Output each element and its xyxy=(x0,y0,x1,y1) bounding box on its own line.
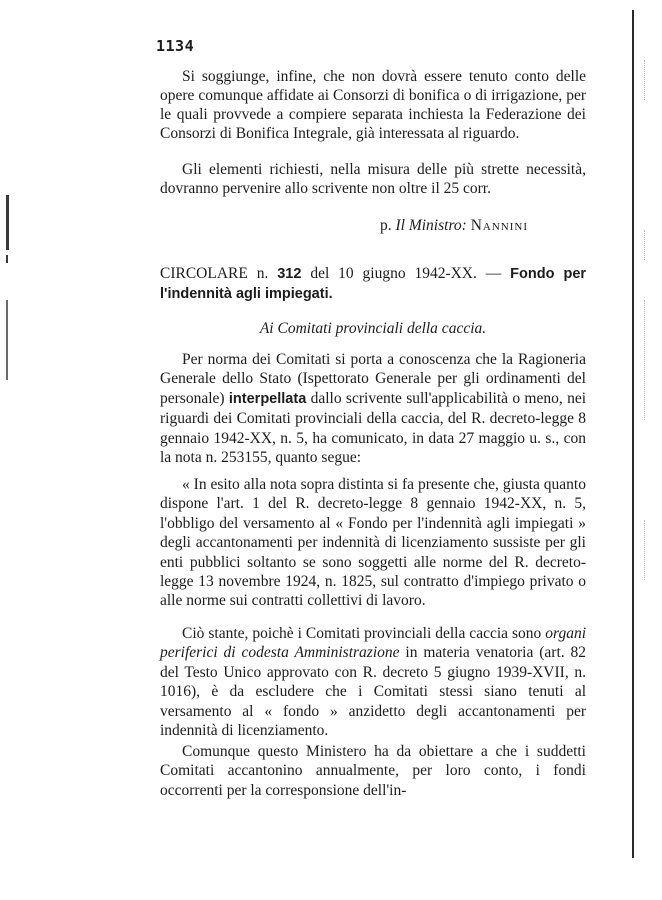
page-edge-rule xyxy=(632,10,634,858)
binding-mark xyxy=(6,195,9,250)
circular-heading xyxy=(160,264,586,304)
circular-date: del 10 giugno 1942-XX. — xyxy=(310,265,502,282)
paragraph-comitati-part-a: Ciò stante, poichè i Comitati provinciali della caccia sono xyxy=(182,625,542,642)
circular-number: 312 xyxy=(277,266,302,282)
paragraph-consorzi: Si soggiunge, infine, che non dovrà essere tenuto conto delle opere comunque affidate ai Consorzi di bonifica o di irrigazione, per le quali provvede a compiere separata inchiesta la Federazione dei Consorzi di Bonifica Integrale, già interessata al riguardo. xyxy=(160,68,586,142)
bleed-through-text xyxy=(644,520,661,580)
paragraph-ragioneria-part-b: dallo scrivente sull'applicabilità o meno, nei riguardi dei Comitati provinciali della caccia, del R. decreto-legge 8 gennaio 1942-XX, n. 5, ha comunicato, in data 27 maggio u. s., con la nota n. 253155, quanto segue: xyxy=(160,389,587,467)
bleed-through-text xyxy=(644,300,661,420)
paragraph-comitati-italic: organi periferici di codesta Amministrazione xyxy=(160,625,586,662)
paragraph-ministero: Comunque questo Ministero ha da obiettare a che i suddetti Comitati accantonino annualmente, per loro conto, i fondi occorrenti per la corresponsione dell'in- xyxy=(160,743,586,799)
paragraph-deadline: Gli elementi richiesti, nella misura delle più strette necessità, dovranno pervenire allo scrivente non oltre il 25 corr. xyxy=(160,161,586,197)
signature-title: Il Ministro: xyxy=(395,217,467,234)
paragraph-ragioneria-part-a: Per norma dei Comitati si porta a conoscenza che la Ragioneria Generale dello Stato (Ispettorato Generale per gli ordinamenti del personale) xyxy=(160,351,586,407)
paragraph-ragioneria-bold: interpellata xyxy=(228,390,307,407)
page-number: 1134 xyxy=(156,37,195,55)
signature-prefix: p. xyxy=(380,217,392,234)
paragraph-comitati xyxy=(160,624,586,740)
addressee-line: Ai Comitati provinciali della caccia. xyxy=(259,320,487,337)
paragraph-ragioneria xyxy=(160,350,586,467)
minister-signature xyxy=(380,217,528,235)
binding-mark xyxy=(6,255,8,263)
bleed-through-text xyxy=(644,60,661,100)
signature-name: Nannini xyxy=(470,217,528,234)
paragraph-quoted-note: « In esito alla nota sopra distinta si fa presente che, giusta quanto dispone l'art. 1 del R. decreto-legge 8 gennaio 1942-XX, n. 5, l'obbligo del versamento al « Fondo per l'indennità agli impiegati » degli accantonamenti per indennità di licenziamento sussiste per gli enti pubblici soltanto se sono soggetti alle norme del R. decreto-legge 13 novembre 1924, n. 1825, sul contratto d'impiego privato o alle norme sui contratti collettivi di lavoro. xyxy=(160,476,586,610)
binding-mark xyxy=(6,300,8,380)
circular-subject: Fondo per l'indennità agli impiegati. xyxy=(160,266,587,302)
circular-label: CIRCOLARE n. xyxy=(160,265,269,282)
bleed-through-text xyxy=(644,230,661,260)
paragraph-comitati-part-b: in materia venatoria (art. 82 del Testo Unico approvato con R. decreto 5 giugno 1939-XVII, n. 1016), è da escludere che i Comitati stessi siano tenuti al versamento al « fondo » anzidetto degli accantonamenti per indennità di licenziamento. xyxy=(160,644,587,740)
